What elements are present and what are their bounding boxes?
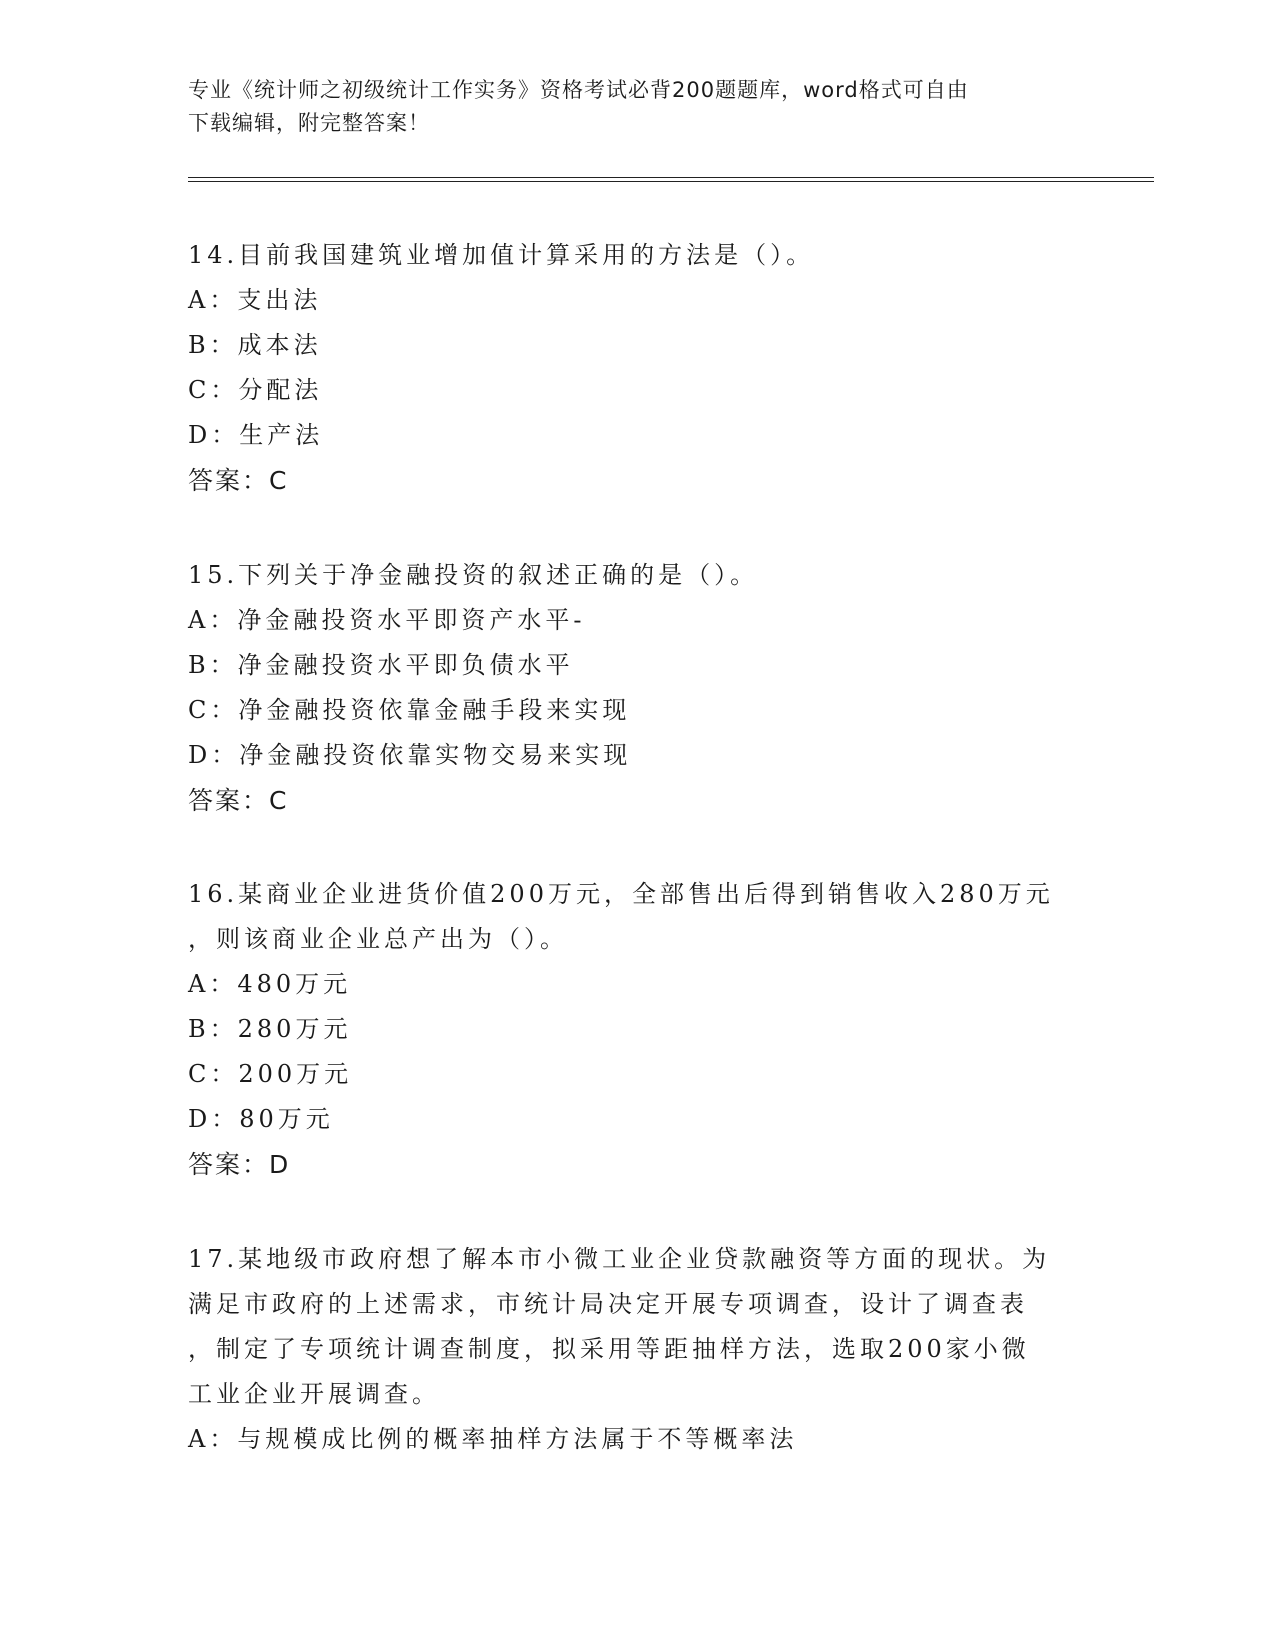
option-a: A：支出法	[188, 286, 322, 314]
option-d: D：净金融投资依靠实物交易来实现	[188, 741, 632, 769]
option-a: A：净金融投资水平即资产水平-	[188, 606, 586, 634]
question-stem-line-2: ，则该商业企业总产出为（）。	[188, 925, 568, 953]
option-b: B：净金融投资水平即负债水平	[188, 651, 574, 679]
question-14	[188, 233, 1088, 503]
header-divider-top	[188, 177, 1154, 178]
question-stem-line-3: ，制定了专项统计调查制度，拟采用等距抽样方法，选取200家小微	[188, 1335, 1030, 1363]
document-header	[188, 74, 1088, 140]
option-a: A：480万元	[188, 970, 352, 998]
option-a: A：与规模成比例的概率抽样方法属于不等概率法	[188, 1425, 798, 1453]
header-divider-bottom	[188, 181, 1154, 182]
question-17	[188, 1237, 1088, 1462]
question-stem-line-2: 满足市政府的上述需求，市统计局决定开展专项调查，设计了调查表	[188, 1290, 1028, 1318]
option-b: B：280万元	[188, 1015, 352, 1043]
question-stem: 15.下列关于净金融投资的叙述正确的是（）。	[188, 561, 759, 589]
question-stem-line-1: 17.某地级市政府想了解本市小微工业企业贷款融资等方面的现状。为	[188, 1245, 1051, 1273]
header-line-1: 专业《统计师之初级统计工作实务》资格考试必背200题题库，word格式可自由	[188, 78, 969, 102]
option-d: D：80万元	[188, 1105, 334, 1133]
answer-label: 答案：C	[188, 786, 289, 815]
option-c: C：200万元	[188, 1060, 353, 1088]
question-stem-line-4: 工业企业开展调查。	[188, 1380, 440, 1408]
question-stem-line-1: 16.某商业企业进货价值200万元，全部售出后得到销售收入280万元	[188, 880, 1054, 908]
question-stem: 14.目前我国建筑业增加值计算采用的方法是（）。	[188, 241, 815, 269]
option-d: D：生产法	[188, 421, 324, 449]
answer-label: 答案：C	[188, 466, 289, 495]
answer-label: 答案：D	[188, 1150, 291, 1179]
question-15	[188, 553, 1088, 823]
option-b: B：成本法	[188, 331, 322, 359]
option-c: C：净金融投资依靠金融手段来实现	[188, 696, 631, 724]
question-16	[188, 872, 1088, 1187]
option-c: C：分配法	[188, 376, 323, 404]
header-line-2: 下载编辑，附完整答案！	[188, 111, 430, 135]
